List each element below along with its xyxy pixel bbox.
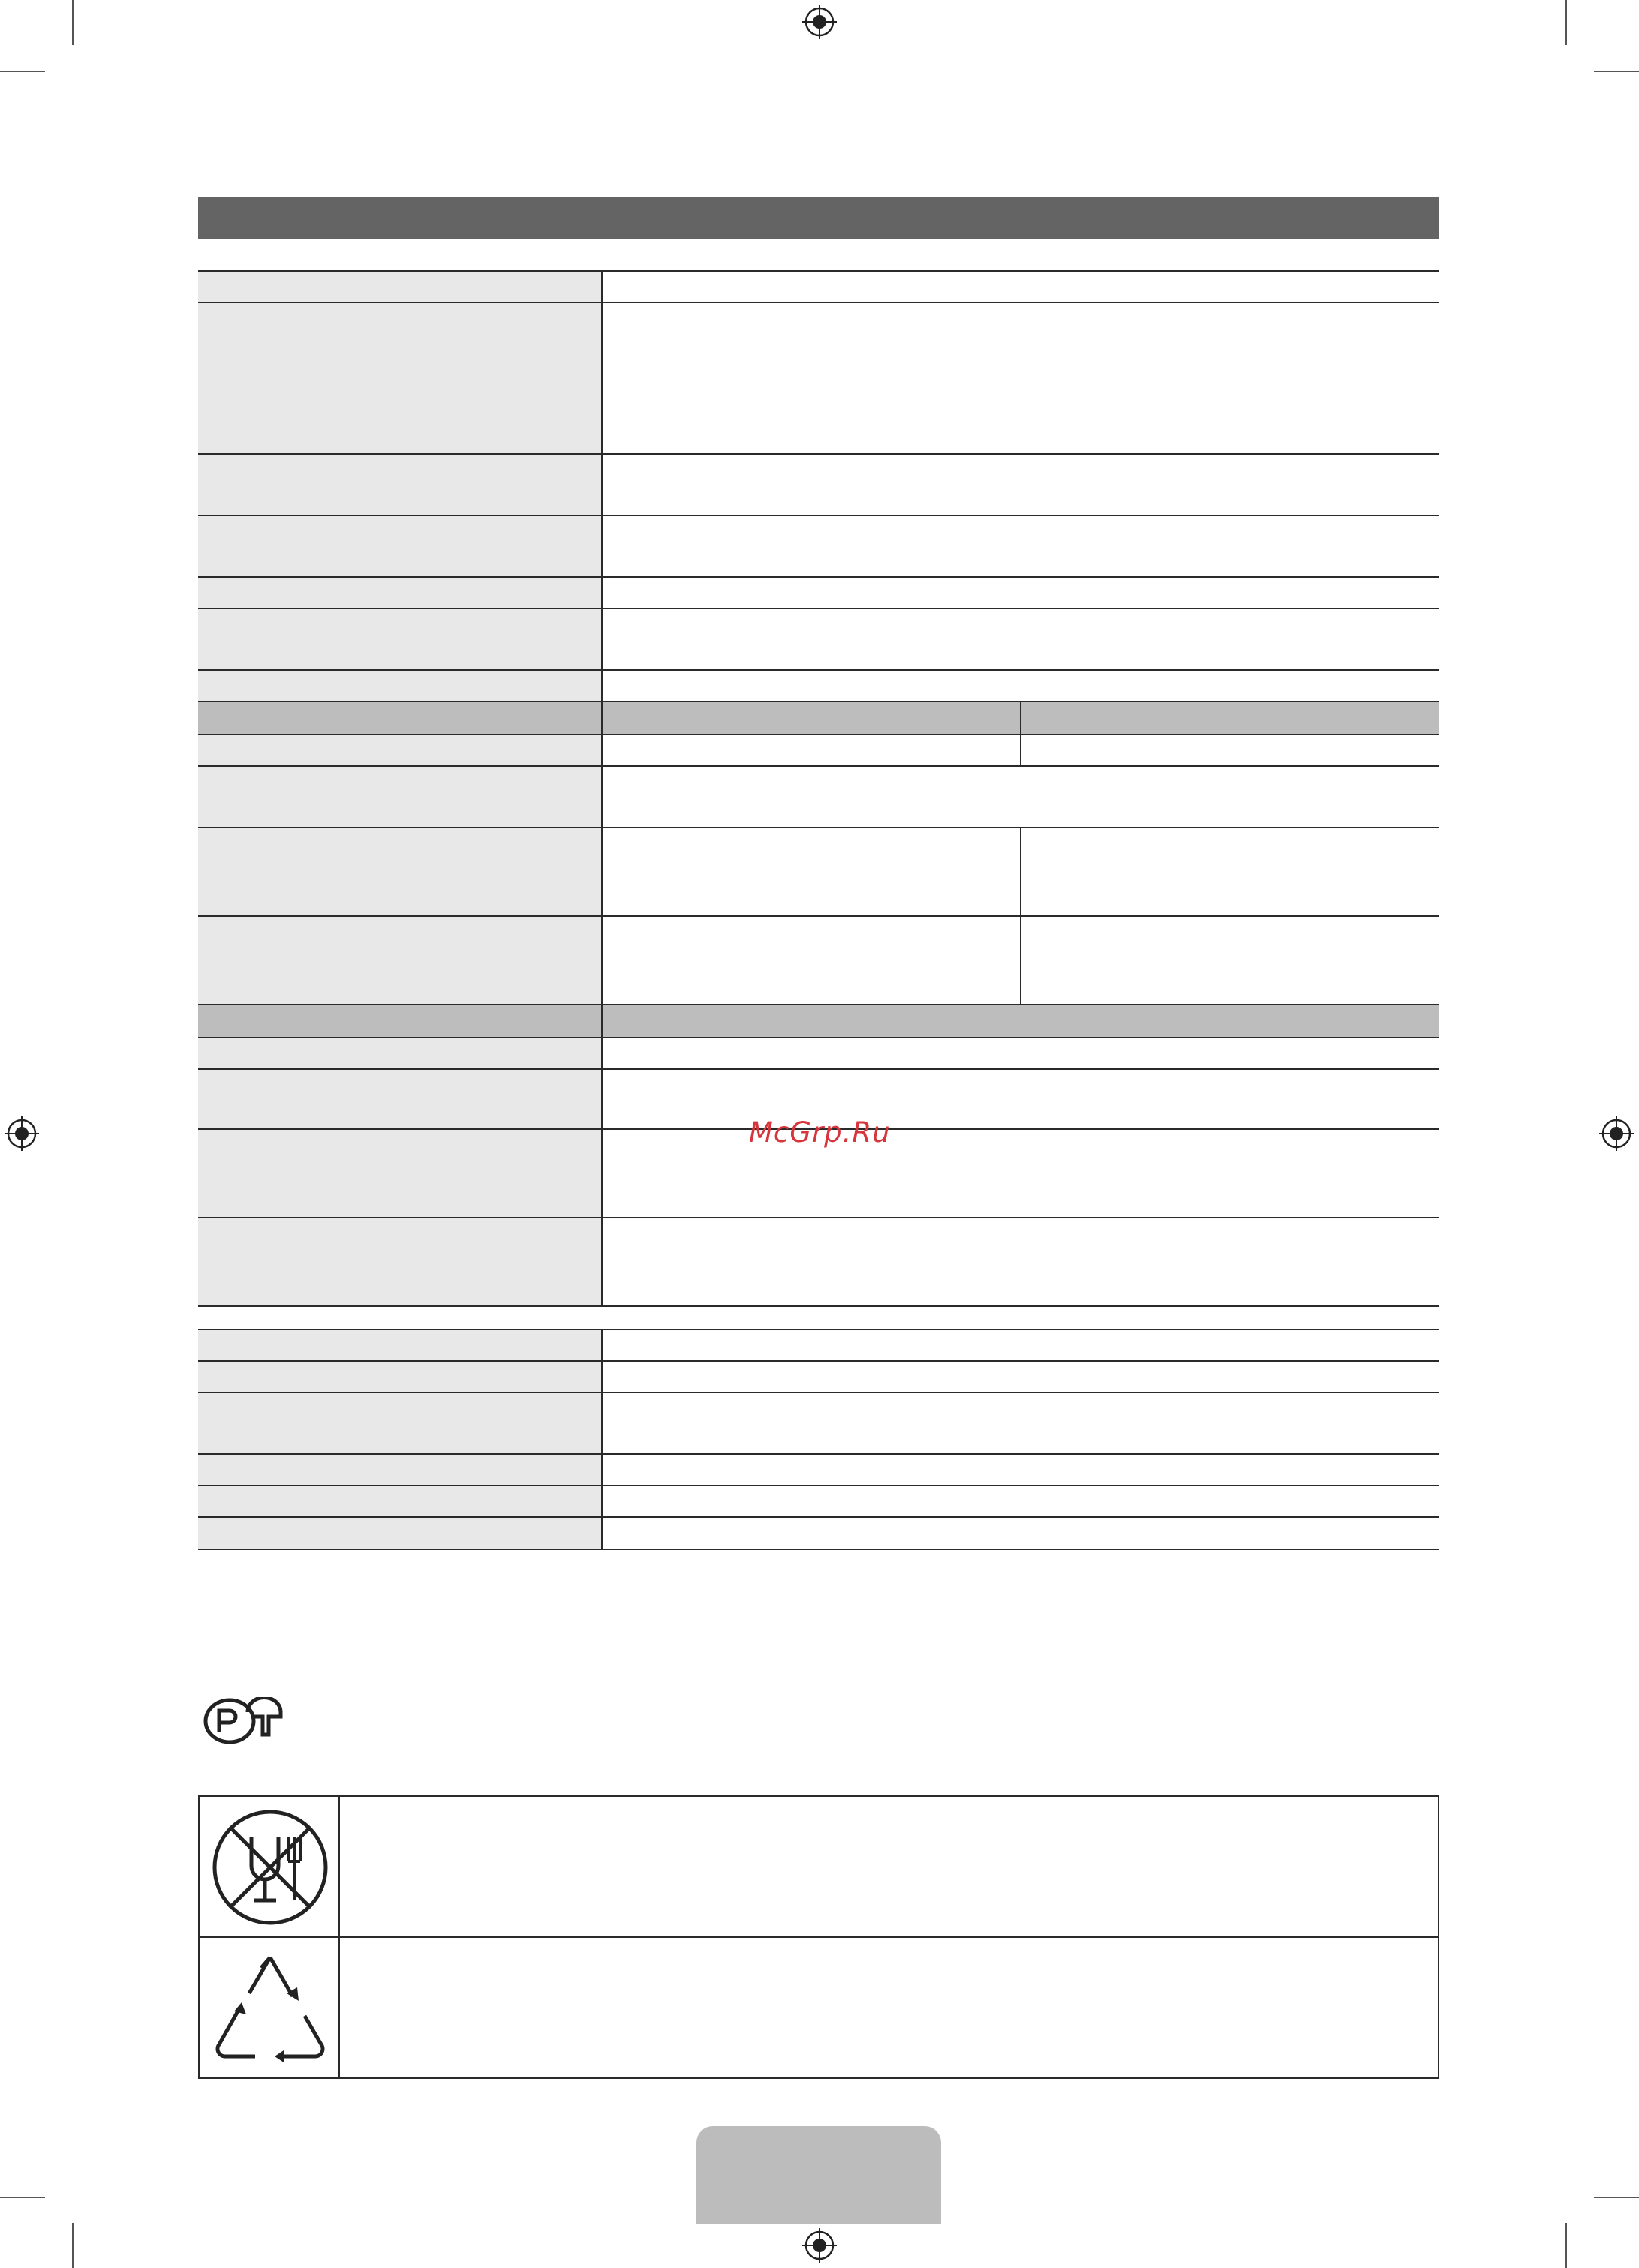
row-label-cell <box>198 303 603 453</box>
table-row <box>198 915 1439 1004</box>
crop-mark-bottom-left-h <box>0 2197 45 2198</box>
row-label-cell <box>198 1130 603 1217</box>
row-label-cell <box>198 609 603 669</box>
pct-certification-icon <box>203 1697 284 1745</box>
row-label-cell <box>198 702 603 734</box>
row-label-cell <box>198 917 603 1004</box>
row-label-cell <box>198 578 603 608</box>
table-row <box>198 576 1439 608</box>
crop-mark-top-right-h <box>1594 71 1639 72</box>
table-row <box>198 453 1439 515</box>
table-row <box>198 270 1439 302</box>
row-label-cell <box>198 1218 603 1305</box>
symbol-cell <box>200 1797 340 1936</box>
table-row <box>198 515 1439 576</box>
symbol-cell <box>200 1938 340 2077</box>
row-label-cell <box>198 455 603 515</box>
table-row <box>198 1392 1439 1453</box>
table-row <box>198 765 1439 827</box>
table-row <box>198 827 1439 915</box>
food-contact-symbol-box <box>198 1795 1439 1938</box>
crop-mark-bottom-left-v <box>72 2223 74 2268</box>
page-number-tab <box>696 2126 941 2224</box>
registration-mark-left-icon <box>5 1116 39 1151</box>
crop-mark-top-left-h <box>0 71 45 72</box>
crop-mark-bottom-right-v <box>1565 2223 1567 2268</box>
table-row <box>198 734 1439 765</box>
table-row <box>198 1360 1439 1392</box>
row-label-cell <box>198 1330 603 1360</box>
table-row <box>198 1217 1439 1307</box>
row-label-cell <box>198 1005 603 1037</box>
table-row <box>198 1037 1439 1068</box>
column-divider <box>1020 702 1021 734</box>
table-row <box>198 1516 1439 1550</box>
section-header-bar <box>198 197 1439 239</box>
row-label-cell <box>198 767 603 827</box>
row-label-cell <box>198 272 603 302</box>
registration-mark-bottom-icon <box>802 2228 837 2263</box>
table-row <box>198 1485 1439 1516</box>
crop-mark-top-right-v <box>1565 0 1567 45</box>
table-subheader-row <box>198 701 1439 734</box>
row-label-cell <box>198 1038 603 1068</box>
column-divider <box>1020 917 1021 1004</box>
recycle-icon <box>209 1947 332 2070</box>
registration-mark-right-icon <box>1599 1116 1634 1151</box>
row-label-cell <box>198 1486 603 1516</box>
row-label-cell <box>198 735 603 765</box>
row-label-cell <box>198 671 603 701</box>
row-label-cell <box>198 1455 603 1485</box>
recycle-symbol-box <box>198 1936 1439 2079</box>
crop-mark-top-left-v <box>72 0 74 45</box>
column-divider <box>1020 735 1021 765</box>
table-row <box>198 1329 1439 1360</box>
table-row <box>198 302 1439 453</box>
row-label-cell <box>198 1070 603 1128</box>
not-for-food-icon <box>210 1807 330 1927</box>
table-subheader-row <box>198 1004 1439 1037</box>
watermark-text: McGrp.Ru <box>749 1116 891 1149</box>
row-label-cell <box>198 1362 603 1392</box>
table-row <box>198 669 1439 701</box>
table-row <box>198 1453 1439 1485</box>
column-divider <box>1020 828 1021 915</box>
table-row <box>198 608 1439 669</box>
row-label-cell <box>198 1393 603 1453</box>
crop-mark-bottom-right-h <box>1594 2197 1639 2198</box>
row-label-cell <box>198 516 603 576</box>
row-label-cell <box>198 1518 603 1549</box>
registration-mark-top-icon <box>802 5 837 39</box>
row-label-cell <box>198 828 603 915</box>
